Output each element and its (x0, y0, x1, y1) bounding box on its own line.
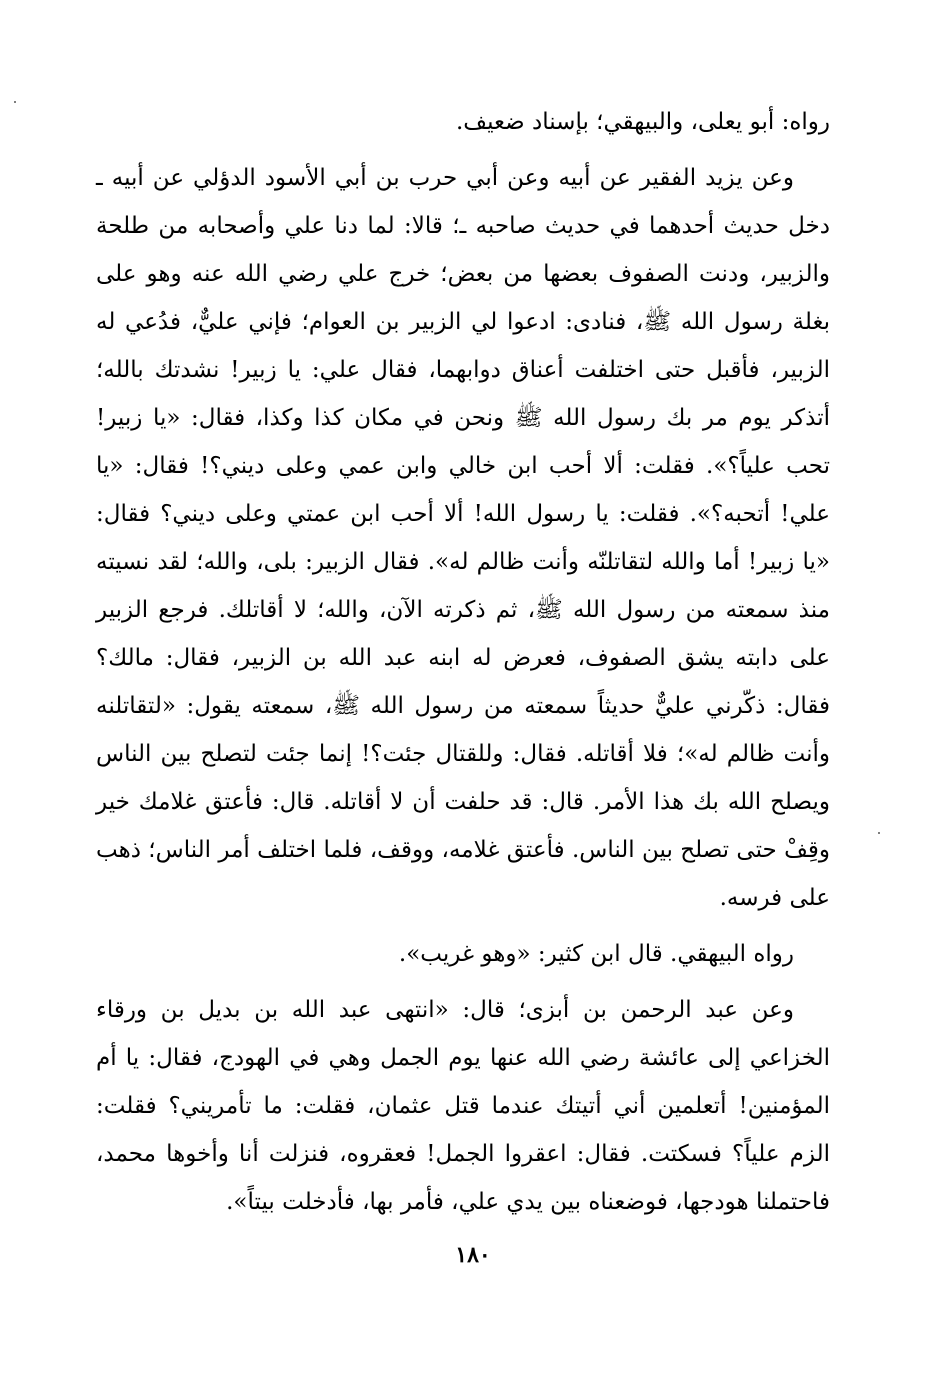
hadith-paragraph: وعن عبد الرحمن بن أبزى؛ قال: «انتهى عبد الله بن بديل بن ورقاء الخزاعي إلى عائشة رضي الله عنها يوم الجمل وهي في الهودج، فقال: يا أم المؤمنين! أتعلمين أني أتيتك عندما قتل عثمان، فقلت: ما تأمريني؟ فقلت: الزم علياً؟ فسكتت. فقال: اعقروا الجمل! فعقروه، فنزلت أنا وأخوها محمد، فاحتملنا هودجها، فوضعناه بين يدي علي، فأمر بها، فأدخلت بيتاً». (96, 997, 830, 1215)
paragraph-gap (96, 978, 830, 986)
paragraph-gap (96, 922, 830, 930)
scan-speck (14, 101, 16, 103)
source-note: رواه: أبو يعلى، والبيهقي؛ بإسناد ضعيف. (456, 109, 830, 135)
hadith-paragraph: وعن يزيد الفقير عن أبيه وعن أبي حرب بن أبي الأسود الدؤلي عن أبيه ـ دخل حديث أحدهما في حديث صاحبه ـ؛ قالا: لما دنا علي وأصحابه من طلحة والزبير، ودنت الصفوف بعضها من بعض؛ خرج علي رضي الله عنه وهو على بغلة رسول الله ﷺ، فنادى: ادعوا لي الزبير بن العوام؛ فإني عليٌّ، فدُعي له الزبير، فأقبل حتى اختلفت أعناق دوابهما، فقال علي: يا زبير! نشدتك بالله؛ أتذكر يوم مر بك رسول الله ﷺ ونحن في مكان كذا وكذا، فقال: «يا زبير! تحب علياً؟». فقلت: ألا أحب ابن خالي وابن عمي وعلى ديني؟! فقال: «يا علي! أتحبه؟». فقلت: يا رسول الله! ألا أحب ابن عمتي وعلى ديني؟ فقال: «يا زبير! أما والله لتقاتلنّه وأنت ظالم له». فقال الزبير: بلى، والله؛ لقد نسيته منذ سمعته من رسول الله ﷺ، ثم ذكرته الآن، والله؛ لا أقاتلك. فرجع الزبير على دابته يشق الصفوف، فعرض له ابنه عبد الله بن الزبير، فقال: مالك؟ فقال: ذكّرني عليٌّ حديثاً سمعته من رسول الله ﷺ، سمعته يقول: «لتقاتلنه وأنت ظالم له»؛ فلا أقاتله. فقال: وللقتال جئت؟! إنما جئت لتصلح بين الناس ويصلح الله بك هذا الأمر. قال: قد حلفت أن لا أقاتله. قال: فأعتق غلامك خير وقِفْ حتى تصلح بين الناس. فأعتق غلامه، ووقف، فلما اختلف أمر الناس؛ ذهب على فرسه. (96, 165, 830, 911)
page-body (96, 98, 830, 1226)
scan-speck (878, 832, 880, 834)
source-note: رواه البيهقي. قال ابن كثير: «وهو غريب». (398, 941, 794, 967)
paragraph-gap (96, 146, 830, 154)
page-number: ١٨٠ (455, 1242, 491, 1268)
